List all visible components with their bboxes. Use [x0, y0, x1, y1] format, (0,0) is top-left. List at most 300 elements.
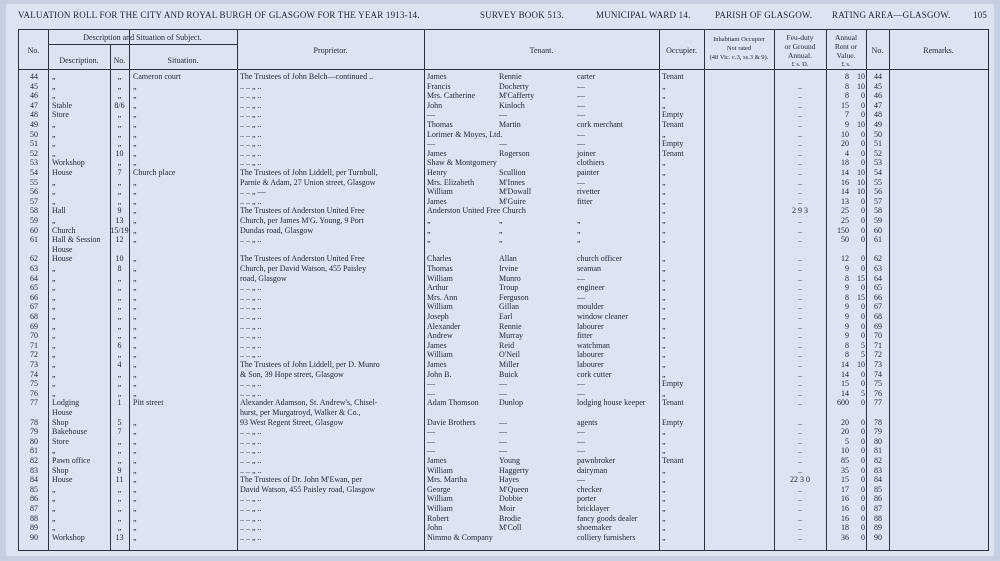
row-tenant-first: James — [427, 340, 447, 350]
row-street-number: 10 — [115, 254, 124, 264]
row-situation: „ — [133, 388, 137, 398]
row-occupier: „ — [662, 177, 666, 187]
row-tenant-first: Shaw & Montgomery — [427, 158, 497, 168]
row-proprietor: David Watson, 455 Paisley road, Glasgow — [240, 484, 375, 494]
row-rent-pounds: 5 — [845, 436, 849, 446]
row-rent-shillings: 15 — [857, 273, 865, 283]
row-rent-pounds: 18 — [841, 158, 849, 168]
row-description: „ — [52, 129, 56, 139]
row-situation: „ — [133, 196, 137, 206]
row-rent-shillings: 10 — [857, 187, 865, 197]
row-rent-shillings: 0 — [861, 331, 865, 341]
row-rent-pounds: 36 — [841, 532, 849, 542]
row-street-number: „ — [117, 158, 122, 168]
row-description: Bakehouse — [52, 427, 88, 437]
row-tenant-surname: M'Coll — [499, 523, 522, 533]
row-tenant-surname: Kinloch — [499, 100, 525, 110]
row-rent-shillings: 0 — [861, 196, 865, 206]
row-tenant-occupation: painter — [577, 168, 600, 177]
row-feu-duty: .. — [798, 235, 802, 245]
row-occupier: „ — [662, 340, 666, 350]
row-proprietor: The Trustees of John Belch—continued .. — [240, 72, 374, 81]
row-rent-shillings: 0 — [861, 369, 865, 379]
row-tenant-first: Joseph — [427, 312, 449, 321]
row-street-number: 8 — [117, 264, 122, 273]
row-occupier: „ — [662, 302, 666, 312]
row-number-right: 72 — [874, 350, 882, 360]
row-tenant-occupation: checker — [577, 484, 602, 494]
row-street-number: „ — [117, 177, 122, 187]
row-number: 85 — [30, 484, 38, 494]
row-tenant-first: — — [427, 379, 435, 389]
row-occupier: „ — [662, 331, 666, 341]
row-description: Store — [52, 436, 69, 446]
row-number-right: 48 — [874, 110, 882, 120]
row-tenant-occupation: — — [577, 475, 585, 485]
row-number-right: 75 — [874, 379, 882, 389]
row-occupier: „ — [662, 264, 666, 273]
row-occupier: „ — [662, 475, 666, 485]
row-number: 58 — [30, 206, 38, 216]
row-number-right: 90 — [874, 532, 882, 542]
row-situation: „ — [133, 312, 137, 321]
row-number-right: 67 — [874, 302, 882, 312]
row-street-number: „ — [117, 273, 122, 283]
row-rent-shillings: 0 — [861, 91, 865, 101]
row-tenant-first: Arthur — [427, 283, 449, 293]
row-feu-duty: .. — [798, 254, 802, 264]
col-tenant: Tenant. — [529, 46, 554, 55]
row-rent-shillings: 10 — [857, 72, 865, 81]
row-street-number: „ — [117, 72, 122, 81]
row-street-number: „ — [117, 81, 122, 91]
row-feu-duty: .. — [798, 158, 802, 168]
roll-title: VALUATION ROLL FOR THE CITY AND ROYAL BURGH OF GLASGOW FOR THE YEAR 1913-14. — [18, 10, 420, 20]
row-street-number: 9 — [117, 465, 122, 475]
row-occupier: „ — [662, 283, 666, 293]
row-feu-duty: .. — [798, 532, 802, 542]
row-tenant-surname: — — [499, 446, 507, 456]
row-number-right: 65 — [874, 283, 882, 293]
row-tenant-occupation: labourer — [577, 350, 604, 360]
row-tenant-occupation: fancy goods dealer — [577, 513, 638, 523]
row-rent-pounds: 25 — [841, 216, 849, 225]
row-feu-duty: .. — [798, 417, 802, 427]
row-tenant-occupation: agents — [577, 417, 598, 427]
row-number-right: 80 — [874, 436, 882, 446]
col-description-group: Description and Situation of Subject. — [83, 33, 202, 42]
row-rent-pounds: 50 — [841, 235, 849, 245]
row-number: 73 — [30, 360, 38, 369]
row-feu-duty: .. — [798, 504, 802, 513]
row-street-number: „ — [117, 456, 122, 465]
row-situation: „ — [133, 369, 137, 379]
row-number-right: 66 — [874, 292, 882, 302]
row-number: 88 — [30, 513, 38, 523]
row-occupier: „ — [662, 369, 666, 379]
row-feu-duty: .. — [798, 196, 802, 206]
row-tenant-surname: Moir — [499, 504, 515, 513]
row-tenant-surname: Rennie — [499, 321, 522, 331]
row-rent-shillings: 0 — [861, 302, 865, 312]
row-occupier: „ — [662, 216, 666, 225]
row-street-number: „ — [117, 388, 122, 398]
row-rent-shillings: 0 — [861, 158, 865, 168]
row-number: 60 — [30, 225, 38, 235]
row-street-number: 1 — [117, 398, 122, 408]
row-description: „ — [52, 360, 56, 369]
row-tenant-occupation: rivetter — [577, 187, 601, 197]
row-proprietor: .. .. „ .. — [240, 513, 262, 523]
row-situation: „ — [133, 139, 137, 149]
row-street-number: „ — [117, 523, 122, 533]
row-situation: „ — [133, 120, 137, 129]
row-street-number: „ — [117, 91, 122, 101]
row-rent-pounds: 8 — [845, 81, 849, 91]
row-situation: „ — [133, 148, 137, 158]
row-number-right: 51 — [874, 139, 882, 149]
row-tenant-first: Anderston United Free Church — [427, 206, 526, 216]
row-rent-shillings: 0 — [861, 206, 865, 216]
row-street-number: „ — [117, 369, 122, 379]
row-situation: „ — [133, 417, 137, 427]
row-number-right: 87 — [874, 504, 882, 513]
row-number: 78 — [30, 417, 38, 427]
row-situation: „ — [133, 379, 137, 389]
row-occupier: Tenant — [662, 120, 684, 129]
row-occupier: „ — [662, 100, 666, 110]
row-rent-pounds: 17 — [841, 484, 849, 494]
row-description: „ — [52, 72, 56, 81]
row-rent-pounds: 9 — [845, 321, 849, 331]
row-rent-pounds: 16 — [841, 494, 849, 504]
row-tenant-first: — — [427, 446, 435, 456]
row-street-number: „ — [117, 283, 122, 293]
row-description: „ — [52, 91, 56, 101]
row-rent-pounds: 16 — [841, 504, 849, 513]
row-number-right: 44 — [874, 72, 882, 81]
row-occupier: „ — [662, 129, 666, 139]
row-number-right: 62 — [874, 254, 882, 264]
row-occupier: Empty — [662, 110, 684, 120]
row-rent-pounds: 20 — [841, 139, 849, 149]
row-occupier: Empty — [662, 139, 684, 149]
row-situation: „ — [133, 504, 137, 513]
row-rent-shillings: 0 — [861, 475, 865, 485]
row-feu-duty: .. — [798, 436, 802, 446]
row-rent-pounds: 8 — [845, 72, 849, 81]
row-number-right: 54 — [874, 168, 882, 177]
row-number: 67 — [30, 302, 38, 312]
row-situation: „ — [133, 273, 137, 283]
row-tenant-surname: Troup — [499, 283, 519, 293]
row-number-right: 61 — [874, 235, 882, 245]
row-feu-duty: .. — [798, 513, 802, 523]
row-rent-pounds: 600 — [837, 398, 849, 408]
row-feu-duty: .. — [798, 100, 802, 110]
row-number: 47 — [30, 100, 38, 110]
row-feu-duty: .. — [798, 120, 802, 129]
row-feu-duty: .. — [798, 388, 802, 398]
row-street-number: „ — [117, 446, 122, 456]
row-rent-shillings: 0 — [861, 427, 865, 437]
row-occupier: „ — [662, 158, 666, 168]
row-tenant-occupation: — — [577, 436, 585, 446]
row-occupier: „ — [662, 465, 666, 475]
row-tenant-occupation: „ — [577, 235, 581, 245]
row-proprietor: .. .. „ .. — [240, 91, 262, 101]
row-tenant-surname: Brodie — [499, 513, 521, 523]
row-rent-pounds: 9 — [845, 312, 849, 321]
row-number: 83 — [30, 465, 38, 475]
row-number-right: 88 — [874, 513, 882, 523]
row-number: 66 — [30, 292, 38, 302]
row-tenant-first: Mrs. Ann — [427, 292, 458, 302]
row-proprietor: .. .. „ .. — [240, 379, 262, 389]
row-description: „ — [52, 446, 56, 456]
row-tenant-first: Adam Thomson — [427, 398, 479, 408]
row-rent-pounds: 10 — [841, 129, 849, 139]
row-tenant-occupation: „ — [577, 216, 581, 225]
row-tenant-occupation: — — [577, 273, 585, 283]
row-occupier: „ — [662, 91, 666, 101]
row-feu-duty: .. — [798, 148, 802, 158]
row-rent-pounds: 9 — [845, 264, 849, 273]
row-proprietor: The Trustees of Dr. John M'Ewan, per — [240, 475, 362, 485]
row-rent-shillings: 10 — [857, 360, 865, 369]
row-proprietor: .. .. „ .. — [240, 504, 262, 513]
row-occupier: „ — [662, 254, 666, 264]
row-tenant-surname: Docherty — [499, 81, 529, 91]
row-proprietor: Church, per David Watson, 455 Paisley — [240, 264, 367, 273]
row-rent-shillings: 0 — [861, 436, 865, 446]
row-number-right: 71 — [874, 340, 882, 350]
row-tenant-surname: — — [499, 379, 507, 389]
row-tenant-occupation: — — [577, 91, 585, 101]
row-feu-duty: .. — [798, 465, 802, 475]
row-tenant-first: James — [427, 148, 447, 158]
row-situation: „ — [133, 81, 137, 91]
row-tenant-occupation: engineer — [577, 283, 605, 293]
row-rent-pounds: 85 — [841, 456, 849, 465]
row-situation: „ — [133, 494, 137, 504]
col-annual-rent: Annual Rent or Value. £ s. — [834, 33, 858, 68]
row-occupier: „ — [662, 523, 666, 533]
row-feu-duty: .. — [798, 129, 802, 139]
row-number-right: 60 — [874, 225, 882, 235]
row-tenant-occupation: — — [577, 100, 585, 110]
row-number: 64 — [30, 273, 38, 283]
row-number: 50 — [30, 129, 38, 139]
row-rent-pounds: 7 — [845, 110, 849, 120]
row-rent-pounds: 8 — [845, 292, 849, 302]
row-tenant-occupation: pawnbroker — [577, 456, 616, 465]
row-proprietor: .. .. „ .. — [240, 120, 262, 129]
row-description: „ — [52, 523, 56, 533]
row-tenant-first: Francis — [427, 81, 451, 91]
row-tenant-first: Lorimer & Moyes, Ltd. — [427, 129, 503, 139]
row-rent-shillings: 5 — [861, 340, 865, 350]
row-rent-shillings: 0 — [861, 532, 865, 542]
row-tenant-first: William — [427, 302, 453, 312]
row-proprietor: .. .. „ .. — [240, 456, 262, 465]
row-tenant-surname: Reid — [499, 340, 515, 350]
row-number: 44 — [30, 72, 38, 81]
row-proprietor: .. .. „ .. — [240, 523, 262, 533]
row-rent-shillings: 0 — [861, 465, 865, 475]
row-street-number: 10 — [115, 148, 124, 158]
row-feu-duty: .. — [798, 264, 802, 273]
row-number-right: 76 — [874, 388, 882, 398]
row-tenant-first: Mrs. Catherine — [427, 91, 475, 101]
row-tenant-first: — — [427, 110, 435, 120]
row-number: 54 — [30, 168, 38, 177]
row-number-right: 59 — [874, 216, 882, 225]
row-tenant-surname: Rennie — [499, 72, 522, 81]
row-tenant-surname: Buick — [499, 369, 519, 379]
row-tenant-first: George — [427, 484, 451, 494]
row-tenant-surname: Haggerty — [499, 465, 529, 475]
row-feu-duty: .. — [798, 273, 802, 283]
row-rent-shillings: 0 — [861, 235, 865, 245]
row-tenant-surname: Dunlop — [499, 398, 523, 408]
row-street-number: 12 — [115, 235, 124, 245]
row-occupier: „ — [662, 168, 666, 177]
row-rent-pounds: 8 — [845, 91, 849, 101]
row-number: 68 — [30, 312, 38, 321]
row-description: House — [52, 408, 73, 417]
col-proprietor: Proprietor. — [313, 46, 348, 55]
row-number-right: 50 — [874, 129, 882, 139]
row-description: „ — [52, 369, 56, 379]
row-number: 59 — [30, 216, 38, 225]
row-tenant-first: John — [427, 100, 443, 110]
row-feu-duty: .. — [798, 110, 802, 120]
row-number: 62 — [30, 254, 38, 264]
row-proprietor: .. .. „ .. — [240, 321, 262, 331]
row-occupier: Tenant — [662, 456, 684, 465]
row-rent-shillings: 0 — [861, 321, 865, 331]
row-tenant-surname: Rogerson — [499, 148, 530, 158]
row-tenant-first: William — [427, 494, 453, 504]
row-number: 70 — [30, 331, 38, 341]
row-proprietor: .. .. „ .. — [240, 283, 262, 293]
row-street-number: „ — [117, 196, 122, 206]
survey-book: SURVEY BOOK 513. — [480, 10, 564, 20]
row-feu-duty: .. — [798, 398, 802, 408]
row-situation: „ — [133, 484, 137, 494]
row-rent-pounds: 15 — [841, 475, 849, 485]
row-description: „ — [52, 312, 56, 321]
row-number: 75 — [30, 379, 38, 389]
row-rent-pounds: 8 — [845, 273, 849, 283]
row-feu-duty: .. — [798, 446, 802, 456]
row-street-number: 7 — [117, 168, 122, 177]
row-occupier: „ — [662, 446, 666, 456]
row-description: Workshop — [52, 158, 85, 168]
row-description: House — [52, 475, 73, 485]
row-description: Hall & Session — [52, 235, 101, 245]
row-street-number: 4 — [117, 360, 122, 369]
row-description: House — [52, 244, 73, 254]
col-feu-duty: Feu-duty or Ground Annual. £ s. D. — [784, 33, 816, 68]
row-tenant-first: William — [427, 504, 453, 513]
row-description: House — [52, 254, 73, 264]
row-description: Lodging — [52, 398, 80, 408]
row-number: 89 — [30, 523, 38, 533]
row-tenant-first: William — [427, 187, 453, 197]
row-description: „ — [52, 494, 56, 504]
row-tenant-occupation: seaman — [577, 264, 601, 273]
row-situation: „ — [133, 100, 137, 110]
row-situation: „ — [133, 206, 137, 216]
row-rent-shillings: 0 — [861, 417, 865, 427]
row-proprietor: Alexander Adamson, St. Andrew's, Chisel- — [240, 398, 378, 408]
row-number-right: 83 — [874, 465, 882, 475]
row-feu-duty: .. — [798, 321, 802, 331]
row-tenant-occupation: „ — [577, 225, 581, 235]
row-feu-duty: .. — [798, 360, 802, 369]
row-description: „ — [52, 177, 56, 187]
row-tenant-occupation: shoemaker — [577, 523, 612, 533]
row-tenant-occupation: watchman — [577, 340, 610, 350]
row-rent-shillings: 0 — [861, 100, 865, 110]
col-occupier: Occupier. — [666, 46, 697, 55]
row-tenant-first: John B. — [427, 369, 452, 379]
row-rent-shillings: 0 — [861, 398, 865, 408]
row-proprietor: .. .. „ .. — [240, 139, 262, 149]
row-situation: „ — [133, 177, 137, 187]
row-proprietor: hurst, per Murgatroyd, Walker & Co., — [240, 408, 361, 417]
row-number: 56 — [30, 187, 38, 197]
row-tenant-first: William — [427, 273, 453, 283]
row-description: Church — [52, 225, 76, 235]
row-number: 49 — [30, 120, 38, 129]
row-rent-shillings: 0 — [861, 225, 865, 235]
row-tenant-first: Thomas — [427, 264, 453, 273]
row-feu-duty: .. — [798, 523, 802, 533]
row-rent-pounds: 35 — [841, 465, 849, 475]
row-tenant-occupation: — — [577, 177, 585, 187]
row-proprietor: .. .. „ .. — [240, 129, 262, 139]
col-description: Description. — [59, 56, 99, 65]
row-situation: „ — [133, 360, 137, 369]
row-street-number: „ — [117, 120, 122, 129]
row-tenant-occupation: — — [577, 129, 585, 139]
row-occupier: „ — [662, 484, 666, 494]
row-proprietor: .. .. „ .. — [240, 235, 262, 245]
row-street-number: „ — [117, 129, 122, 139]
row-number-right: 45 — [874, 81, 882, 91]
row-tenant-first: William — [427, 350, 453, 360]
row-description: „ — [52, 321, 56, 331]
row-proprietor: Dundas road, Glasgow — [240, 225, 314, 235]
row-rent-pounds: 8 — [845, 340, 849, 350]
row-tenant-occupation: fitter — [577, 196, 593, 206]
row-number: 81 — [30, 446, 38, 456]
row-number: 46 — [30, 91, 38, 101]
row-number: 80 — [30, 436, 38, 446]
row-street-number: „ — [117, 484, 122, 494]
row-rent-shillings: 0 — [861, 504, 865, 513]
row-occupier: „ — [662, 292, 666, 302]
row-description: „ — [52, 283, 56, 293]
row-description: „ — [52, 302, 56, 312]
row-situation: „ — [133, 158, 137, 168]
row-proprietor: .. .. „ .. — [240, 532, 262, 542]
row-rent-pounds: 25 — [841, 206, 849, 216]
row-number-right: 77 — [874, 398, 882, 408]
